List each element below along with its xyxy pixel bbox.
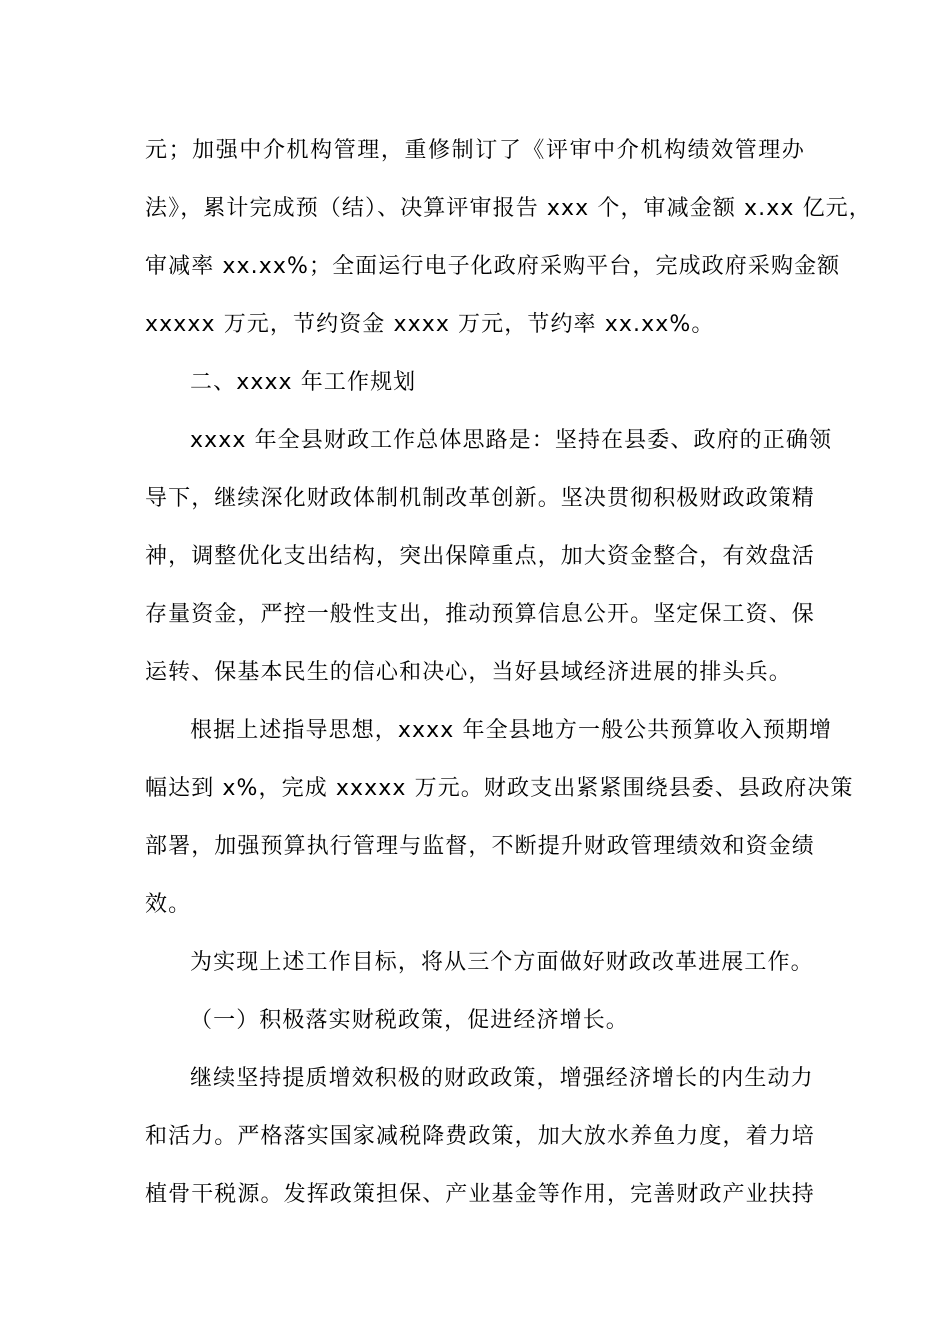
section-heading: 二、xxxx 年工作规划 [190,370,417,395]
paragraph-line: 幅达到 x%，完成 xxxxx 万元。财政支出紧紧围绕县委、县政府决策 [145,776,854,801]
paragraph-line: 植骨干税源。发挥政策担保、产业基金等作用，完善财政产业扶持 [145,1182,815,1207]
paragraph-line: 为实现上述工作目标，将从三个方面做好财政改革进展工作。 [190,950,814,975]
subsection-heading: （一）积极落实财税政策，促进经济增长。 [190,1008,629,1033]
paragraph-line: 部署，加强预算执行管理与监督，不断提升财政管理绩效和资金绩 [145,834,815,859]
paragraph-line: 继续坚持提质增效积极的财政政策，增强经济增长的内生动力 [190,1066,814,1091]
paragraph-line: 神，调整优化支出结构，突出保障重点，加大资金整合，有效盘活 [145,544,815,569]
paragraph-line: 和活力。严格落实国家减税降费政策，加大放水养鱼力度，着力培 [145,1124,815,1149]
paragraph-line: 法》，累计完成预（结）、决算评审报告 xxx 个，审减金额 x.xx 亿元， [145,196,872,221]
paragraph-line: 审减率 xx.xx%；全面运行电子化政府采购平台，完成政府采购金额 [145,254,841,279]
paragraph-line: 元；加强中介机构管理，重修制订了《评审中介机构绩效管理办 [145,138,805,163]
paragraph-line: 运转、保基本民生的信心和决心，当好县域经济进展的排头兵。 [145,660,792,685]
paragraph-line: xxxx 年全县财政工作总体思路是：坚持在县委、政府的正确领 [190,428,833,453]
paragraph-line: 效。 [145,892,192,917]
paragraph-line: 导下，继续深化财政体制机制改革创新。坚决贯彻积极财政政策精 [145,486,815,511]
paragraph-line: 存量资金，严控一般性支出，推动预算信息公开。坚定保工资、保 [145,602,815,627]
paragraph-line: 根据上述指导思想，xxxx 年全县地方一般公共预算收入预期增 [190,718,833,743]
paragraph-line: xxxxx 万元，节约资金 xxxx 万元，节约率 xx.xx%。 [145,312,715,337]
